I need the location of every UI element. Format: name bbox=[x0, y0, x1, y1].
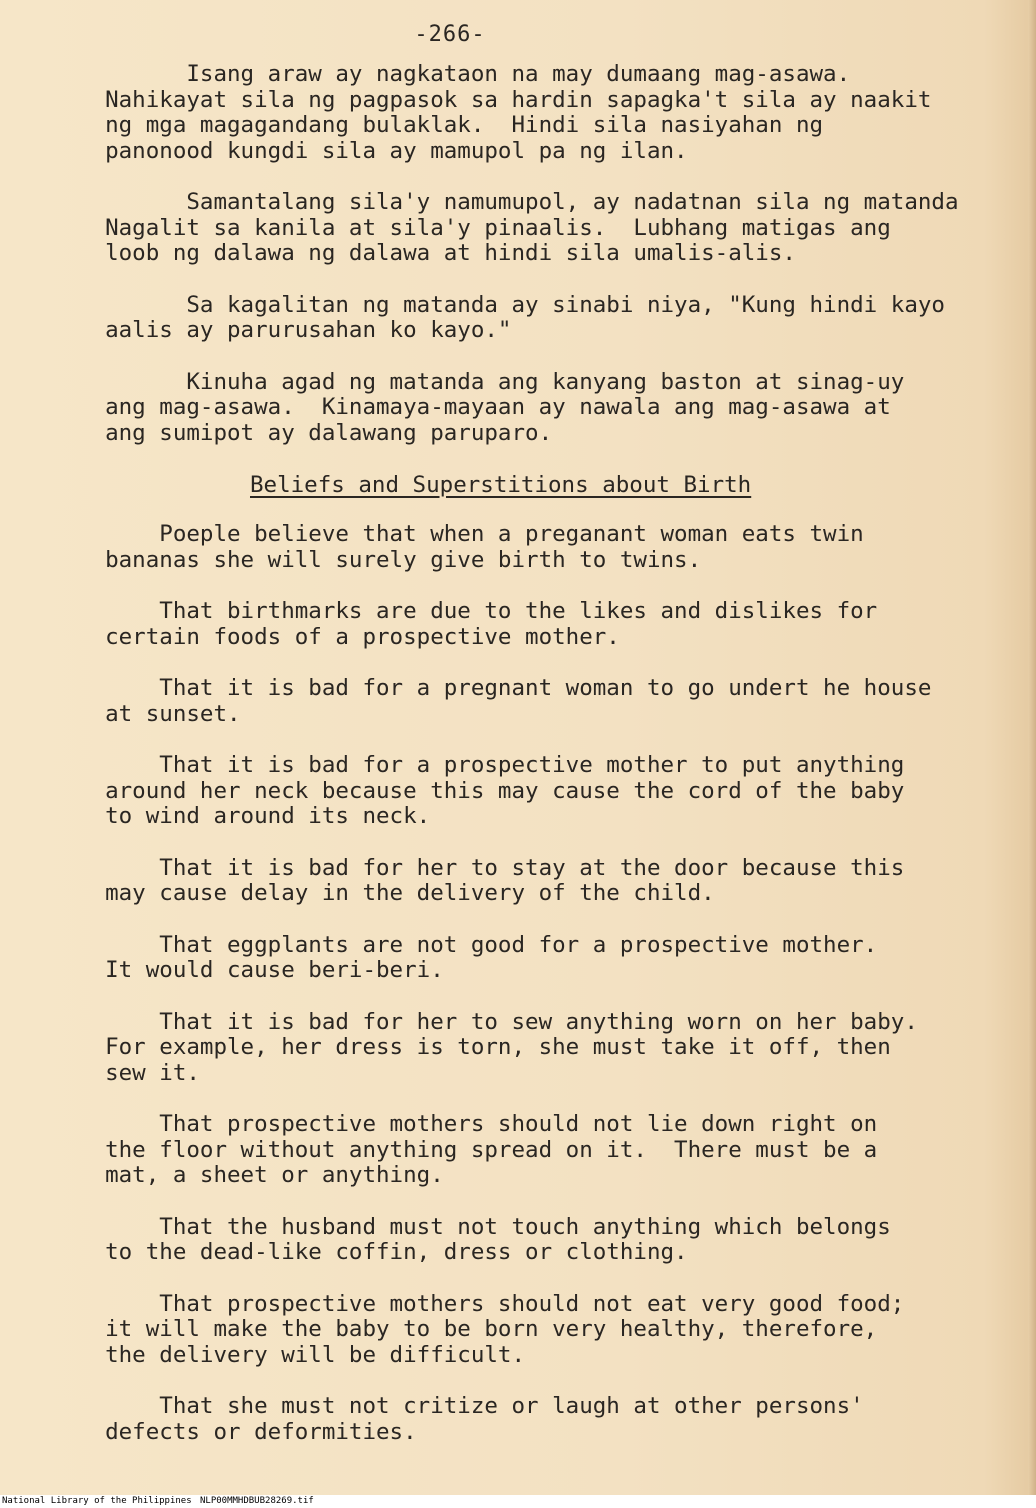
belief-paragraph bbox=[78, 1010, 1023, 1087]
belief-paragraph bbox=[78, 676, 1023, 727]
story-line: panonood kungdi sila ay mamupol pa ng ilan. bbox=[78, 137, 688, 164]
belief-line: That it is bad for her to sew anything worn on her baby. bbox=[78, 1008, 918, 1035]
belief-paragraph bbox=[78, 753, 1023, 830]
page-number: -266- bbox=[414, 22, 486, 47]
story-line: Samantalang sila'y namumupol, ay nadatnan sila ng matanda bbox=[78, 189, 959, 215]
belief-line: to wind around its neck. bbox=[78, 803, 431, 829]
belief-line: That it is bad for a prospective mother to put anything bbox=[78, 752, 905, 778]
story-line: aalis ay parurusahan ko kayo." bbox=[78, 317, 512, 343]
story-line: ang mag-asawa. Kinamaya-mayaan ay nawala ang mag-asawa at bbox=[78, 394, 891, 420]
belief-line: sew it. bbox=[78, 1059, 200, 1086]
belief-line: That the husband must not touch anything which belongs bbox=[78, 1213, 891, 1240]
belief-line: may cause delay in the delivery of the child. bbox=[78, 880, 715, 906]
belief-line: at sunset. bbox=[78, 700, 241, 727]
section-heading bbox=[78, 472, 1023, 498]
belief-line: That eggplants are not good for a prospective mother. bbox=[78, 931, 878, 958]
story-line: Kinuha agad ng matanda ang kanyang baston at sinag-uy bbox=[78, 368, 905, 395]
belief-line: For example, her dress is torn, she must take it off, then bbox=[78, 1034, 891, 1060]
belief-paragraph bbox=[78, 1292, 1023, 1369]
belief-line: bananas she will surely give birth to twins. bbox=[78, 546, 702, 573]
footer-filename: NLP00MMHDBUB28269.tif bbox=[200, 1496, 314, 1506]
belief-line: it will make the baby to be born very healthy, therefore, bbox=[78, 1316, 878, 1342]
belief-line: the delivery will be difficult. bbox=[78, 1341, 526, 1368]
belief-paragraph bbox=[78, 1215, 1023, 1266]
story-line: Sa kagalitan ng matanda ay sinabi niya, "Kung hindi kayo bbox=[78, 291, 945, 318]
belief-line: That prospective mothers should not lie down right on bbox=[78, 1111, 878, 1137]
belief-line: Poeple believe that when a preganant woman eats twin bbox=[78, 521, 864, 547]
story-line: Isang araw ay nagkataon na may dumaang mag-asawa. bbox=[78, 61, 851, 87]
belief-line: the floor without anything spread on it. There must be a bbox=[78, 1136, 878, 1163]
belief-line: That it is bad for a pregnant woman to go undert he house bbox=[78, 675, 932, 701]
belief-line: That she must not critize or laugh at other persons' bbox=[78, 1393, 864, 1419]
belief-line: That prospective mothers should not eat very good food; bbox=[78, 1290, 905, 1317]
story-section bbox=[78, 62, 1023, 446]
belief-line: It would cause beri-beri. bbox=[78, 957, 444, 983]
belief-paragraph bbox=[78, 856, 1023, 907]
story-paragraph bbox=[78, 190, 1023, 267]
belief-line: mat, a sheet or anything. bbox=[78, 1162, 444, 1188]
footer-library: National Library of the Philippines bbox=[2, 1496, 192, 1506]
page-edge bbox=[1028, 0, 1036, 1495]
story-line: ng mga magagandang bulaklak. Hindi sila nasiyahan ng bbox=[78, 112, 824, 138]
story-line: Nahikayat sila ng pagpasok sa hardin sapagka't sila ay naakit bbox=[78, 86, 932, 113]
belief-line: That it is bad for her to stay at the door because this bbox=[78, 854, 905, 881]
story-line: loob ng dalawa ng dalawa at hindi sila umalis-alis. bbox=[78, 240, 796, 266]
beliefs-section bbox=[78, 522, 1023, 1445]
story-line: ang sumipot ay dalawang paruparo. bbox=[78, 419, 553, 446]
document-body bbox=[78, 62, 1023, 1471]
belief-line: defects or deformities. bbox=[78, 1418, 417, 1445]
belief-paragraph bbox=[78, 1112, 1023, 1189]
story-paragraph bbox=[78, 370, 1023, 447]
belief-paragraph bbox=[78, 933, 1023, 984]
heading-text: Beliefs and Superstitions about Birth bbox=[250, 472, 752, 498]
belief-paragraph bbox=[78, 599, 1023, 650]
story-paragraph bbox=[78, 62, 1023, 164]
belief-paragraph bbox=[78, 1394, 1023, 1445]
belief-line: That birthmarks are due to the likes and dislikes for bbox=[78, 598, 878, 624]
belief-line: certain foods of a prospective mother. bbox=[78, 623, 620, 650]
belief-line: around her neck because this may cause the cord of the baby bbox=[78, 777, 905, 804]
belief-line: to the dead-like coffin, dress or clothing. bbox=[78, 1239, 688, 1265]
story-line: Nagalit sa kanila at sila'y pinaalis. Lubhang matigas ang bbox=[78, 214, 891, 241]
belief-paragraph bbox=[78, 522, 1023, 573]
scan-footer bbox=[0, 1495, 1036, 1508]
story-paragraph bbox=[78, 293, 1023, 344]
